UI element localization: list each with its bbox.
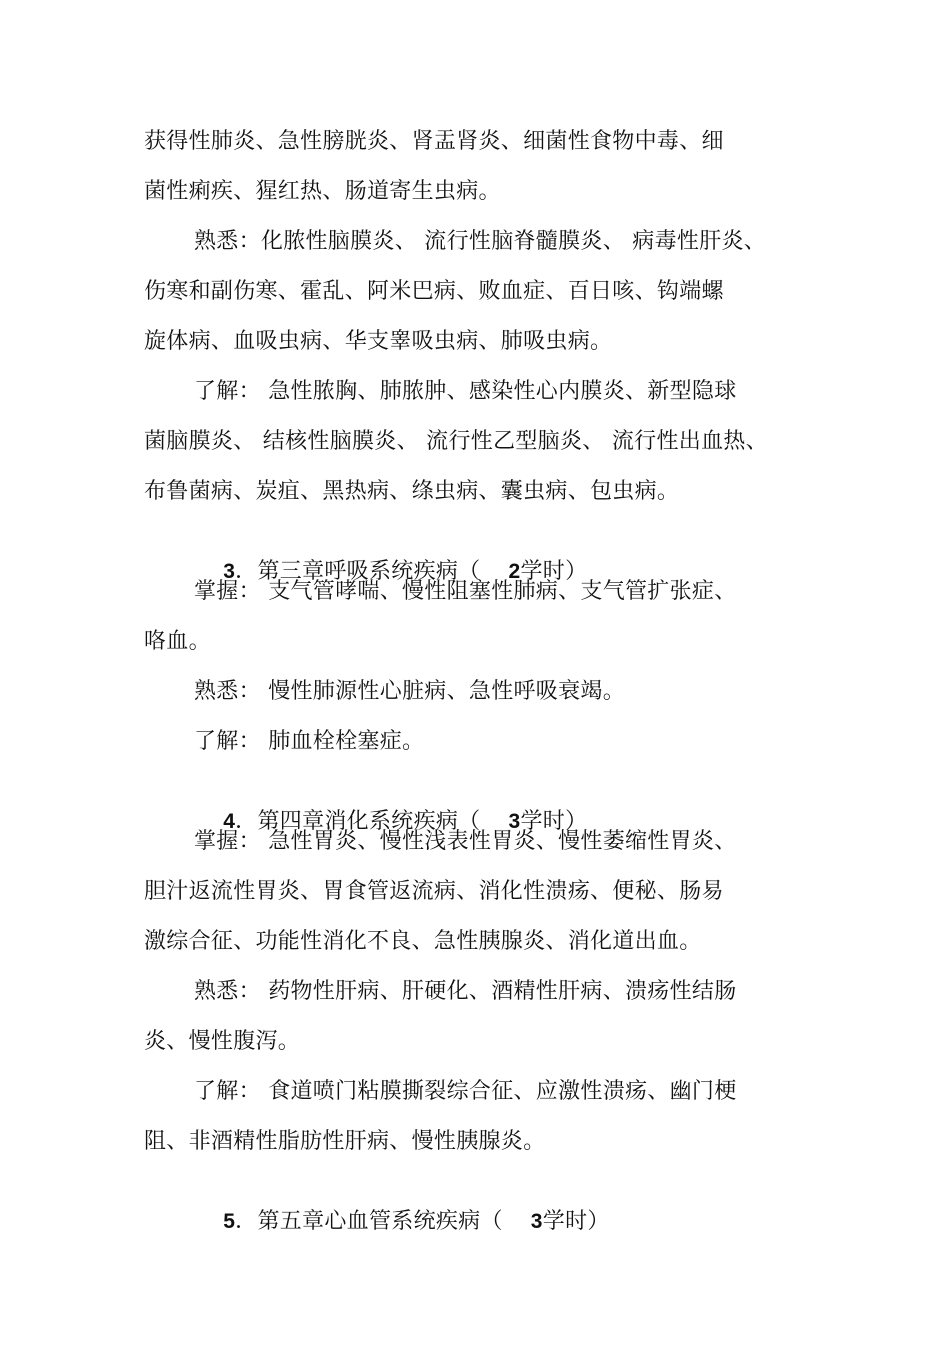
text-line: 了解： 急性脓胸、肺脓肿、感染性心内膜炎、新型隐球 xyxy=(194,379,737,404)
text-line: 熟悉： 慢性肺源性心脏病、急性呼吸衰竭。 xyxy=(194,679,625,704)
text-line: 了解： 食道喷门粘膜撕裂综合征、应激性溃疡、幽门梗 xyxy=(194,1079,737,1104)
chapter-number: 5 xyxy=(223,1210,236,1233)
chapter-hours: 3 xyxy=(508,810,521,833)
chapter-heading xyxy=(194,1177,610,1267)
text-line: 菌脑膜炎、 结核性脑膜炎、 流行性乙型脑炎、 流行性出血热、 xyxy=(144,429,768,454)
text-line: 掌握： 急性胃炎、慢性浅表性胃炎、慢性萎缩性胃炎、 xyxy=(194,829,737,854)
chapter-hours-unit: 学时） xyxy=(520,559,588,584)
text-line: 掌握： 支气管哮喘、慢性阻塞性肺病、支气管扩张症、 xyxy=(194,579,737,604)
chapter-hours: 2 xyxy=(508,560,521,583)
text-line: 咯血。 xyxy=(144,629,211,654)
text-line: 阻、非酒精性脂肪性肝病、慢性胰腺炎。 xyxy=(144,1129,546,1154)
text-line: 伤寒和副伤寒、霍乱、阿米巴病、败血症、百日咳、钩端螺 xyxy=(144,279,724,304)
text-line: 菌性痢疾、猩红热、肠道寄生虫病。 xyxy=(144,179,501,204)
text-line: 了解： 肺血栓栓塞症。 xyxy=(194,729,425,754)
chapter-hours: 3 xyxy=(530,1210,543,1233)
chapter-hours-unit: 学时） xyxy=(520,809,588,834)
text-line: 熟悉： 药物性肝病、肝硬化、酒精性肝病、溃疡性结肠 xyxy=(194,979,737,1004)
chapter-hours-unit: 学时） xyxy=(542,1209,610,1234)
chapter-title: ．第五章心血管系统疾病（ xyxy=(235,1209,503,1234)
chapter-title: ．第四章消化系统疾病（ xyxy=(235,809,481,834)
text-line: 炎、慢性腹泻。 xyxy=(144,1029,301,1054)
text-line: 旋体病、血吸虫病、华支睾吸虫病、肺吸虫病。 xyxy=(144,329,613,354)
text-line: 获得性肺炎、急性膀胱炎、肾盂肾炎、细菌性食物中毒、细 xyxy=(144,129,724,154)
text-line: 熟悉：化脓性脑膜炎、 流行性脑脊髓膜炎、 病毒性肝炎、 xyxy=(194,229,767,254)
text-line: 胆汁返流性胃炎、胃食管返流病、消化性溃疡、便秘、肠易 xyxy=(144,879,724,904)
text-line: 布鲁菌病、炭疽、黑热病、绦虫病、囊虫病、包虫病。 xyxy=(144,479,680,504)
text-line: 激综合征、功能性消化不良、急性胰腺炎、消化道出血。 xyxy=(144,929,702,954)
chapter-number: 4 xyxy=(223,810,236,833)
chapter-title: ．第三章呼吸系统疾病（ xyxy=(235,559,481,584)
chapter-number: 3 xyxy=(223,560,236,583)
